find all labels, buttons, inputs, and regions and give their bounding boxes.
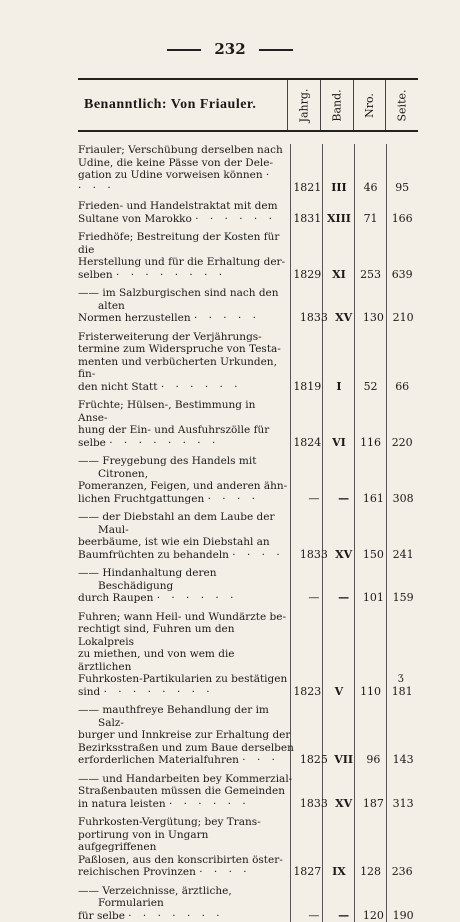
- header-col-nro: Nro.: [353, 80, 385, 130]
- entry-line-text: Sultane von Marokko: [78, 213, 192, 225]
- leader-dots: · · · · · ·: [161, 381, 242, 393]
- entry-line: [78, 866, 288, 879]
- entry-line: Fuhren; wann Heil- und Wundärzte be-: [78, 611, 288, 624]
- entry-band: XI: [323, 269, 355, 282]
- index-entry: [78, 611, 418, 699]
- page-number-line: [0, 40, 460, 58]
- entry-line: Udine, die keine Pässe von der Dele-: [78, 157, 288, 170]
- entry-line: [98, 754, 295, 767]
- entry-band: XV: [329, 798, 359, 811]
- entry-nro: 128: [355, 866, 387, 879]
- entry-jahrg: 1829: [292, 269, 324, 282]
- entry-seite: 308: [388, 493, 418, 506]
- leader-dots: · · · ·: [199, 866, 250, 878]
- index-entry: [78, 773, 418, 811]
- entry-seite: 639: [386, 269, 418, 282]
- table-header: [78, 78, 418, 132]
- entry-text: [78, 611, 292, 699]
- entry-line: Früchte; Hülsen-, Bestimmung in Anse-: [78, 399, 288, 424]
- page-number: 232: [214, 40, 245, 58]
- signature-mark: ʒ: [398, 672, 404, 683]
- entry-nro: 253: [355, 269, 387, 282]
- entry-band: —: [329, 592, 359, 605]
- entry-nro: 101: [359, 592, 389, 605]
- entry-band: XV: [329, 312, 359, 325]
- entry-line-text: gation zu Udine vorweisen können: [78, 169, 263, 181]
- entry-line-text: Baumfrüchten zu behandeln: [78, 549, 229, 561]
- entry-text: [78, 773, 299, 811]
- entry-text: [78, 511, 299, 561]
- index-entry: [78, 816, 418, 879]
- entry-line: —— mauthfreye Behandlung der im Salz-: [98, 704, 295, 729]
- entry-text: [78, 331, 292, 394]
- entry-seite: 220: [386, 437, 418, 450]
- index-entry: [78, 704, 418, 767]
- index-entry: [78, 511, 418, 561]
- entry-line: hung der Ein- und Ausfuhrszölle für: [78, 424, 288, 437]
- entry-seite: 166: [386, 213, 418, 226]
- index-entry: [78, 567, 418, 605]
- entry-seite: 143: [388, 754, 418, 767]
- entry-line: —— Freygebung des Handels mit Citronen,: [98, 455, 295, 480]
- entry-line: —— und Handarbeiten bey Kommerzial-: [98, 773, 295, 786]
- entry-seite: 236: [386, 866, 418, 879]
- entry-line: —— Verzeichnisse, ärztliche, Formularien: [98, 885, 295, 910]
- entry-text: [78, 455, 299, 505]
- leader-dots: · · · · · · ·: [128, 910, 223, 922]
- entry-line: [98, 798, 295, 811]
- entry-line: —— im Salzburgischen sind nach den alten: [98, 287, 295, 312]
- entry-line: [78, 381, 288, 394]
- entry-line: burger und Innkreise zur Erhaltung der: [98, 729, 295, 742]
- entry-line: rechtigt sind, Fuhren um den Lokalpreis: [78, 623, 288, 648]
- entry-seite: 241: [388, 549, 418, 562]
- entry-line-text: selben: [78, 269, 113, 281]
- entry-line: Bezirksstraßen und zum Baue derselben: [98, 742, 295, 755]
- page-number-dash-right: [259, 49, 293, 51]
- entry-text: [78, 287, 299, 325]
- entry-seite: 190: [388, 910, 418, 922]
- entry-band: —: [329, 493, 359, 506]
- entry-line-text: erforderlichen Materialfuhren: [78, 754, 239, 766]
- entry-line: termine zum Widerspruche von Testa-: [78, 343, 288, 356]
- leader-dots: · · · · · ·: [169, 798, 250, 810]
- index-table: [78, 78, 418, 922]
- entry-line: portirung von in Ungarn aufgegriffenen: [78, 829, 288, 854]
- entry-jahrg: 1833: [299, 312, 329, 325]
- entry-text: [78, 816, 292, 879]
- entry-jahrg: 1819: [292, 381, 324, 394]
- leader-dots: · · · · ·: [194, 312, 260, 324]
- table-body: [78, 144, 418, 922]
- entry-line: Fristerweiterung der Verjährungs-: [78, 331, 288, 344]
- entry-jahrg: 1831: [292, 213, 324, 226]
- entry-jahrg: —: [299, 592, 329, 605]
- entry-band: —: [329, 910, 359, 922]
- entry-nro: 187: [359, 798, 389, 811]
- entry-text: [78, 704, 299, 767]
- index-entry: [78, 885, 418, 922]
- leader-dots: · · · · · ·: [157, 592, 238, 604]
- index-entry: [78, 455, 418, 505]
- header-col-band: Band.: [320, 80, 353, 130]
- entry-line: beerbäume, ist wie ein Diebstahl an: [98, 536, 295, 549]
- entry-nro: 96: [359, 754, 389, 767]
- entry-line: [98, 493, 295, 506]
- entry-seite: 159: [388, 592, 418, 605]
- entry-jahrg: 1823: [292, 686, 324, 699]
- entry-line: [78, 269, 288, 282]
- entry-line: [98, 910, 295, 922]
- entry-line: [78, 686, 288, 699]
- entry-nro: 120: [359, 910, 389, 922]
- entry-jahrg: 1825: [299, 754, 329, 767]
- entry-nro: 52: [355, 381, 387, 394]
- entry-line: [78, 169, 288, 194]
- entry-text: [78, 144, 292, 194]
- entry-line: [98, 549, 295, 562]
- entry-text: [78, 885, 299, 922]
- index-entry: [78, 331, 418, 394]
- entry-nro: 161: [359, 493, 389, 506]
- entry-line: [78, 437, 288, 450]
- entry-band: XV: [329, 549, 359, 562]
- entry-band: III: [323, 182, 355, 195]
- header-col-seite: Seite.: [385, 80, 418, 130]
- entry-band: V: [323, 686, 355, 699]
- header-col-jahrg: Jahrg.: [287, 80, 320, 130]
- entry-seite: 66: [386, 381, 418, 394]
- leader-dots: · · · ·: [78, 169, 273, 194]
- entry-jahrg: 1833: [299, 798, 329, 811]
- leader-dots: · · · · · · · ·: [104, 686, 214, 698]
- entry-line-text: durch Raupen: [78, 592, 153, 604]
- entry-band: XIII: [323, 213, 355, 226]
- entry-line: —— Hindanhaltung deren Beschädigung: [98, 567, 295, 592]
- entry-jahrg: 1833: [299, 549, 329, 562]
- entry-seite: 95: [386, 182, 418, 195]
- entry-line: —— der Diebstahl an dem Laube der Maul-: [98, 511, 295, 536]
- entry-band: VII: [329, 754, 359, 767]
- leader-dots: · · · ·: [232, 549, 283, 561]
- entry-band: I: [323, 381, 355, 394]
- entry-line-text: lichen Fruchtgattungen: [78, 493, 204, 505]
- entry-nro: 71: [355, 213, 387, 226]
- entry-line: Fuhrkosten-Partikularien zu bestätigen: [78, 673, 288, 686]
- entry-text: [78, 200, 292, 225]
- entry-line: zu miethen, und von wem die ärztlichen: [78, 648, 288, 673]
- entry-line: Fuhrkosten-Vergütung; bey Trans-: [78, 816, 288, 829]
- entry-line: Paßlosen, aus den konscribirten öster-: [78, 854, 288, 867]
- page-number-dash-left: [167, 49, 201, 51]
- entry-nro: 116: [355, 437, 387, 450]
- index-entry: [78, 231, 418, 281]
- entry-line: Friedhöfe; Bestreitung der Kosten für die: [78, 231, 288, 256]
- entry-line-text: in natura leisten: [78, 798, 166, 810]
- entry-line: Straßenbauten müssen die Gemeinden: [98, 785, 295, 798]
- entry-line: [98, 592, 295, 605]
- index-entry: [78, 200, 418, 225]
- leader-dots: · · · · · · · ·: [109, 437, 219, 449]
- entry-seite: 210: [388, 312, 418, 325]
- entry-text: [78, 231, 292, 281]
- entry-text: [78, 567, 299, 605]
- entry-line: Friauler; Verschübung derselben nach: [78, 144, 288, 157]
- index-entry: [78, 287, 418, 325]
- entry-line-text: sind: [78, 686, 100, 698]
- entry-text: [78, 399, 292, 449]
- entry-line-text: reichischen Provinzen: [78, 866, 196, 878]
- entry-line-text: selbe: [78, 437, 106, 449]
- entry-line: [98, 312, 295, 325]
- entry-nro: 46: [355, 182, 387, 195]
- entry-nro: 150: [359, 549, 389, 562]
- entry-jahrg: —: [299, 493, 329, 506]
- entry-jahrg: 1824: [292, 437, 324, 450]
- leader-dots: · · · · · · · ·: [116, 269, 226, 281]
- leader-dots: · · · ·: [208, 493, 259, 505]
- entry-line-text: für selbe: [78, 910, 125, 922]
- entry-line: Herstellung und für die Erhaltung der-: [78, 256, 288, 269]
- entry-band: IX: [323, 866, 355, 879]
- entry-line: [78, 213, 288, 226]
- entry-nro: 110: [355, 686, 387, 699]
- entry-jahrg: —: [299, 910, 329, 922]
- entry-jahrg: 1821: [292, 182, 324, 195]
- entry-nro: 130: [359, 312, 389, 325]
- entry-jahrg: 1827: [292, 866, 324, 879]
- entry-line: Frieden- und Handelstraktat mit dem: [78, 200, 288, 213]
- entry-line: Pomeranzen, Feigen, und anderen ähn-: [98, 480, 295, 493]
- entry-line-text: Normen herzustellen: [78, 312, 191, 324]
- entry-seite: 181: [386, 686, 418, 699]
- entry-line: menten und verbücherten Urkunden, fin-: [78, 356, 288, 381]
- leader-dots: · · · · · ·: [195, 213, 276, 225]
- header-title: Benanntlich: Von Friauler.: [78, 97, 287, 113]
- index-entry: [78, 144, 418, 194]
- leader-dots: · · ·: [242, 754, 279, 766]
- index-entry: [78, 399, 418, 449]
- entry-line-text: den nicht Statt: [78, 381, 157, 393]
- entry-seite: 313: [388, 798, 418, 811]
- entry-band: VI: [323, 437, 355, 450]
